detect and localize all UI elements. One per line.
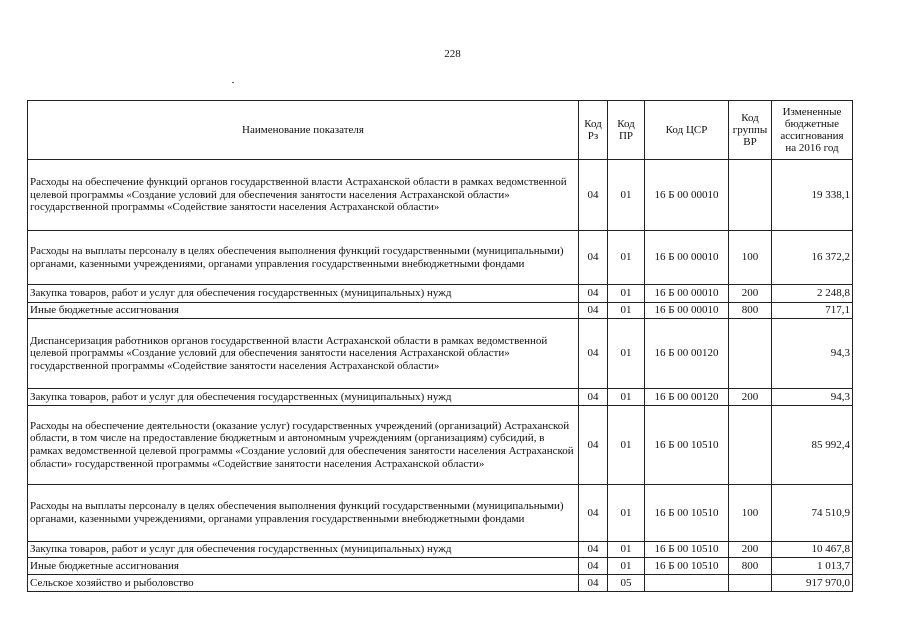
row-pr: 01 <box>608 285 645 303</box>
row-rz: 04 <box>579 160 608 231</box>
page-number: 228 <box>444 48 461 60</box>
row-rz: 04 <box>579 231 608 285</box>
budget-table <box>27 100 853 592</box>
row-vr: 100 <box>729 485 772 542</box>
row-rz: 04 <box>579 406 608 485</box>
header-amount: Измененные бюджетные ассигнования на 2016 год <box>772 101 853 160</box>
table-row <box>28 575 853 592</box>
row-csr: 16 Б 00 10510 <box>645 406 729 485</box>
row-csr: 16 Б 00 10510 <box>645 485 729 542</box>
header-row <box>28 101 853 160</box>
row-name: Закупка товаров, работ и услуг для обеспечения государственных (муниципальных) нужд <box>28 389 579 406</box>
table-row <box>28 303 853 319</box>
row-rz: 04 <box>579 319 608 389</box>
row-rz: 04 <box>579 558 608 575</box>
row-name: Расходы на выплаты персоналу в целях обеспечения выполнения функций государственными (муниципальными) органами, казенными учреждениями, органами управления государственными внебюджетными фондами <box>28 485 579 542</box>
row-rz: 04 <box>579 389 608 406</box>
row-vr <box>729 319 772 389</box>
table-row <box>28 160 853 231</box>
header-vr: Код группы ВР <box>729 101 772 160</box>
row-amount: 10 467,8 <box>772 542 853 558</box>
row-vr: 200 <box>729 389 772 406</box>
row-pr: 01 <box>608 160 645 231</box>
header-name: Наименование показателя <box>28 101 579 160</box>
row-name: Расходы на выплаты персоналу в целях обеспечения выполнения функций государственными (муниципальными) органами, казенными учреждениями, органами управления государственными внебюджетными фондами <box>28 231 579 285</box>
header-pr: Код ПР <box>608 101 645 160</box>
row-pr: 01 <box>608 485 645 542</box>
row-amount: 16 372,2 <box>772 231 853 285</box>
row-csr <box>645 575 729 592</box>
row-amount: 85 992,4 <box>772 406 853 485</box>
header-rz: Код Рз <box>579 101 608 160</box>
row-csr: 16 Б 00 00010 <box>645 160 729 231</box>
table-row <box>28 542 853 558</box>
row-csr: 16 Б 00 00010 <box>645 285 729 303</box>
row-pr: 01 <box>608 303 645 319</box>
table-row <box>28 389 853 406</box>
row-vr: 200 <box>729 542 772 558</box>
row-amount: 94,3 <box>772 389 853 406</box>
row-vr <box>729 406 772 485</box>
row-csr: 16 Б 00 00010 <box>645 303 729 319</box>
row-amount: 717,1 <box>772 303 853 319</box>
row-pr: 01 <box>608 558 645 575</box>
row-pr: 01 <box>608 319 645 389</box>
row-vr <box>729 575 772 592</box>
row-vr <box>729 160 772 231</box>
row-csr: 16 Б 00 10510 <box>645 542 729 558</box>
table-row <box>28 319 853 389</box>
row-csr: 16 Б 00 00010 <box>645 231 729 285</box>
row-name: Иные бюджетные ассигнования <box>28 303 579 319</box>
row-pr: 05 <box>608 575 645 592</box>
row-amount: 2 248,8 <box>772 285 853 303</box>
row-name: Иные бюджетные ассигнования <box>28 558 579 575</box>
row-name: Расходы на обеспечение деятельности (оказание услуг) государственных учреждений (организаций) Астраханской области, в том числе на предоставление бюджетным и автономным учреждениям (организациям) субсидий, в рамках ведомственной целевой программы «Создание условий для обеспечения занятости населения Астраханской области» государственной программы «Содействие занятости населения Астраханской области» <box>28 406 579 485</box>
row-csr: 16 Б 00 10510 <box>645 558 729 575</box>
row-rz: 04 <box>579 303 608 319</box>
row-rz: 04 <box>579 485 608 542</box>
row-amount: 74 510,9 <box>772 485 853 542</box>
row-csr: 16 Б 00 00120 <box>645 319 729 389</box>
row-name: Закупка товаров, работ и услуг для обеспечения государственных (муниципальных) нужд <box>28 542 579 558</box>
row-vr: 800 <box>729 303 772 319</box>
scan-speck <box>232 82 234 83</box>
row-pr: 01 <box>608 406 645 485</box>
row-name: Диспансеризация работников органов государственной власти Астраханской области в рамках ведомственной целевой программы «Создание условий для обеспечения занятости населения Астраханской области» государственной программы «Содействие занятости населения Астраханской области» <box>28 319 579 389</box>
row-name: Сельское хозяйство и рыболовство <box>28 575 579 592</box>
table-row <box>28 406 853 485</box>
row-amount: 94,3 <box>772 319 853 389</box>
row-amount: 917 970,0 <box>772 575 853 592</box>
table-row <box>28 485 853 542</box>
table-row <box>28 558 853 575</box>
row-amount: 19 338,1 <box>772 160 853 231</box>
row-rz: 04 <box>579 542 608 558</box>
row-vr: 100 <box>729 231 772 285</box>
row-pr: 01 <box>608 542 645 558</box>
row-rz: 04 <box>579 575 608 592</box>
row-amount: 1 013,7 <box>772 558 853 575</box>
row-csr: 16 Б 00 00120 <box>645 389 729 406</box>
row-pr: 01 <box>608 231 645 285</box>
row-pr: 01 <box>608 389 645 406</box>
row-vr: 800 <box>729 558 772 575</box>
row-vr: 200 <box>729 285 772 303</box>
table-row <box>28 231 853 285</box>
row-name: Расходы на обеспечение функций органов государственной власти Астраханской области в рамках ведомственной целевой программы «Создание условий для обеспечения занятости населения Астраханской области» государственной программы «Содействие занятости населения Астраханской области» <box>28 160 579 231</box>
header-csr: Код ЦСР <box>645 101 729 160</box>
row-rz: 04 <box>579 285 608 303</box>
row-name: Закупка товаров, работ и услуг для обеспечения государственных (муниципальных) нужд <box>28 285 579 303</box>
table-row <box>28 285 853 303</box>
